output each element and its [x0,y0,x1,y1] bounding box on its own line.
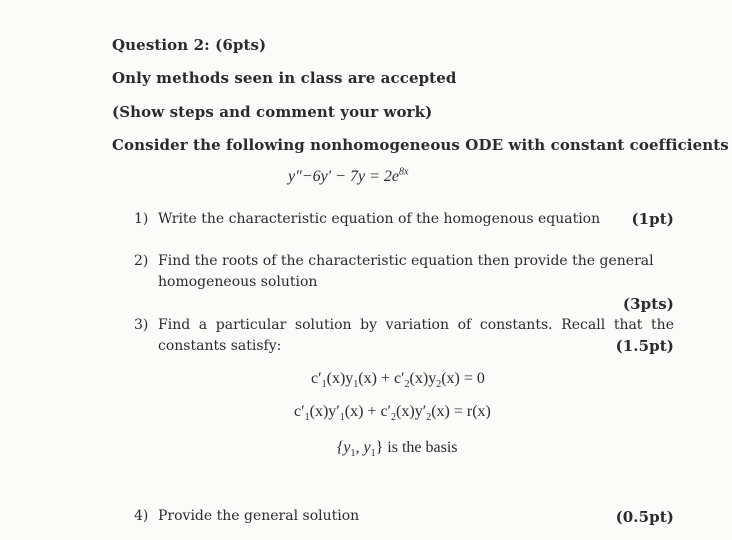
item-4-number: 4) [134,508,149,524]
question-title: Question 2: (6pts) [112,36,267,54]
item-4-text: Provide the general solution [158,508,360,524]
constraint-equation-2: $c'_1(x)y'_1(x) + c'_2(x)y'_2(x) = r(x)$ [294,403,491,424]
item-2-number: 2) [134,253,149,269]
item-2-text-line2: homogeneous solution [158,274,318,290]
equation-exponent: 8x [398,166,409,178]
main-equation [288,168,408,186]
item-1-points: (1pt) [631,210,674,228]
basis-statement: {$y_1$, $y_1$} is the basis [337,439,458,460]
consider-statement: Consider the following nonhomogeneous ODE with constant coefficients [112,136,729,154]
item-3 [134,317,674,333]
equation-lhs: y″−6y′ − 7y = 2e [288,168,399,185]
item-1 [134,211,600,227]
item-4 [134,508,359,524]
item-2-points: (3pts) [622,295,674,313]
methods-note: Only methods seen in class are accepted [112,69,457,87]
item-1-text: Write the characteristic equation of the homogenous equation [158,211,601,227]
item-3-points: (1.5pt) [615,337,674,355]
item-3-number: 3) [134,317,149,333]
item-2 [134,253,654,269]
item-3-text-line1: Find a particular solution by variation of constants. Recall that the [158,317,674,333]
constraint-equation-1: $c'_1(x)y_1(x) + c'_2(x)y_2(x) = 0$ [311,370,485,391]
item-1-number: 1) [134,211,149,227]
item-3-text-line2: constants satisfy: [158,338,282,354]
item-4-points: (0.5pt) [615,508,674,526]
steps-note: (Show steps and comment your work) [112,103,433,121]
item-2-text-line1: Find the roots of the characteristic equation then provide the general [158,253,654,269]
